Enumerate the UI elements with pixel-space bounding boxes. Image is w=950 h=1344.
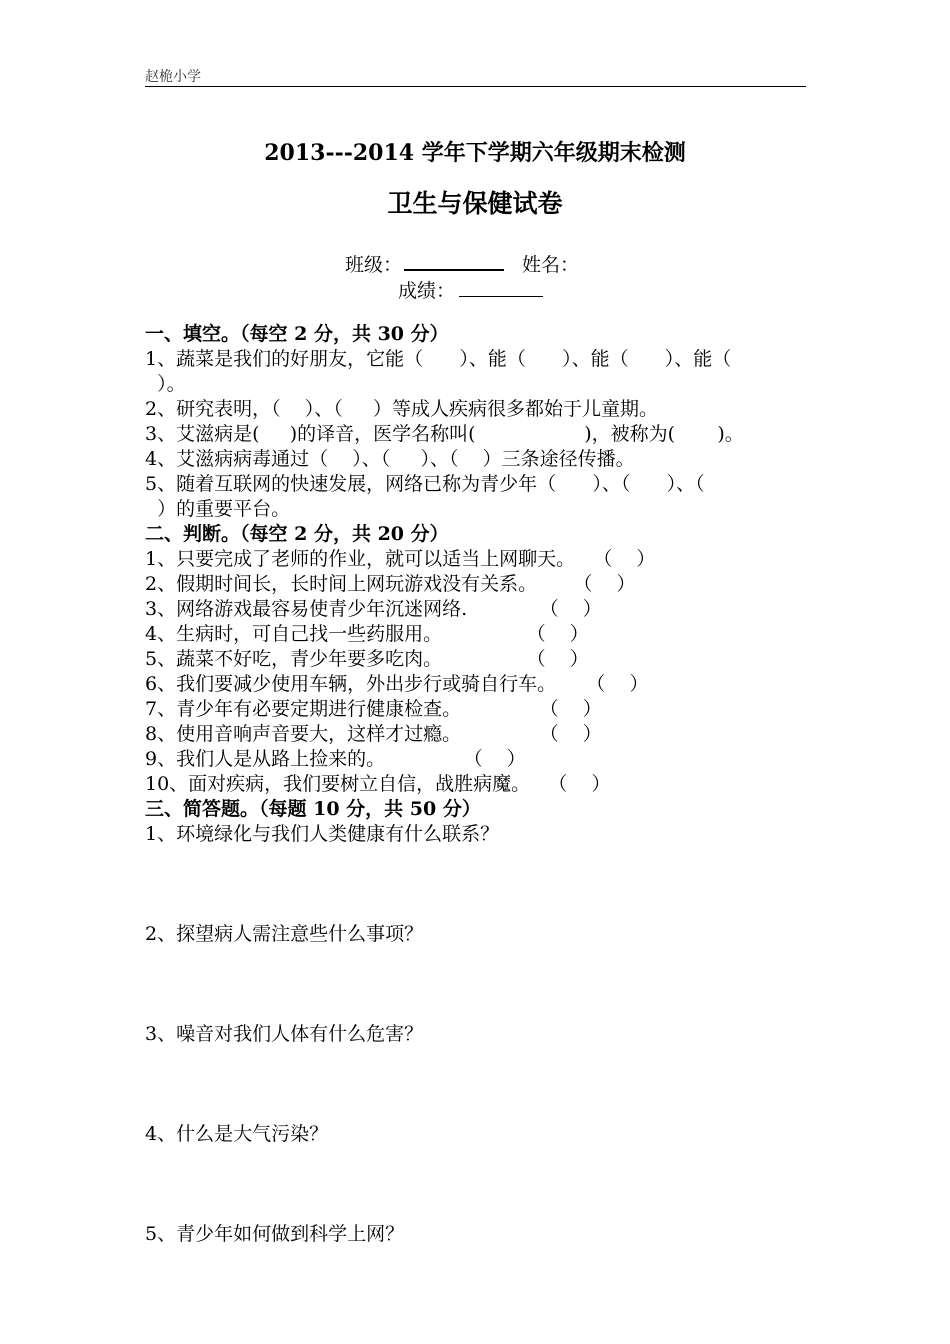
score-label: 成绩：: [398, 280, 456, 302]
judge-line: 4、生病时，可自己找一些药服用。 （ ）: [145, 623, 589, 645]
judge-line: 10、面对疾病，我们要树立自信，战胜病魔。 （ ）: [145, 773, 611, 795]
section-short-heading: 三、简答题。（每题 10 分，共 50 分）: [145, 798, 481, 820]
judge-line: 7、青少年有必要定期进行健康检查。 （ ）: [145, 698, 602, 720]
judge-line: 6、我们要减少使用车辆，外出步行或骑自行车。 （ ）: [145, 673, 649, 695]
header-divider: [145, 86, 806, 87]
class-label: 班级：: [345, 254, 403, 276]
fill-line: 1、蔬菜是我们的好朋友，它能（ ）、能（ ）、能（ ）、能（: [145, 348, 732, 370]
exam-title: 2013---2014 学年下学期六年级期末检测: [264, 140, 686, 166]
name-label: 姓名：: [522, 254, 580, 276]
class-blank[interactable]: [404, 251, 504, 271]
judge-line: 2、假期时间长，长时间上网玩游戏没有关系。 （ ）: [145, 573, 636, 595]
short-question-2: 2、探望病人需注意些什么事项？: [145, 923, 424, 945]
score-blank[interactable]: [459, 280, 543, 297]
answer-space: [145, 1147, 810, 1222]
short-question-3: 3、噪音对我们人体有什么危害？: [145, 1023, 424, 1045]
fill-line: 4、艾滋病病毒通过（ ）、（ ）、（ ）三条途径传播。: [145, 448, 635, 470]
short-question-5: 5、青少年如何做到科学上网？: [145, 1223, 405, 1245]
fill-line: 3、艾滋病是( )的译音，医学名称叫( )，被称为( )。: [145, 423, 744, 445]
exam-subtitle: 卫生与保健试卷: [387, 189, 563, 218]
student-info-row: [345, 250, 579, 277]
fill-line: ）的重要平台。: [145, 498, 291, 520]
fill-line: ）。: [145, 373, 186, 395]
judge-line: 1、只要完成了老师的作业，就可以适当上网聊天。 （ ）: [145, 548, 656, 570]
section-judge-heading: 二、判断。（每空 2 分，共 20 分）: [145, 523, 449, 545]
short-question-1: 1、环境绿化与我们人类健康有什么联系？: [145, 823, 500, 845]
exam-content: [145, 322, 810, 1247]
score-row: [398, 276, 543, 303]
answer-space: [145, 1047, 810, 1122]
judge-line: 5、蔬菜不好吃，青少年要多吃肉。 （ ）: [145, 648, 589, 670]
answer-space: [145, 847, 810, 922]
fill-line: 5、随着互联网的快速发展，网络已称为青少年（ ）、（ ）、（: [145, 473, 705, 495]
judge-line: 9、我们人是从路上捡来的。 （ ）: [145, 748, 526, 770]
fill-line: 2、研究表明，（ ）、（ ）等成人疾病很多都始于儿童期。: [145, 398, 658, 420]
answer-space: [145, 947, 810, 1022]
judge-line: 3、网络游戏最容易使青少年沉迷网络. （ ）: [145, 598, 602, 620]
school-name-header: 赵桅小学: [145, 69, 201, 85]
short-question-4: 4、什么是大气污染？: [145, 1123, 329, 1145]
section-fill-heading: 一、填空。（每空 2 分，共 30 分）: [145, 323, 449, 345]
judge-line: 8、使用音响声音要大，这样才过瘾。 （ ）: [145, 723, 602, 745]
